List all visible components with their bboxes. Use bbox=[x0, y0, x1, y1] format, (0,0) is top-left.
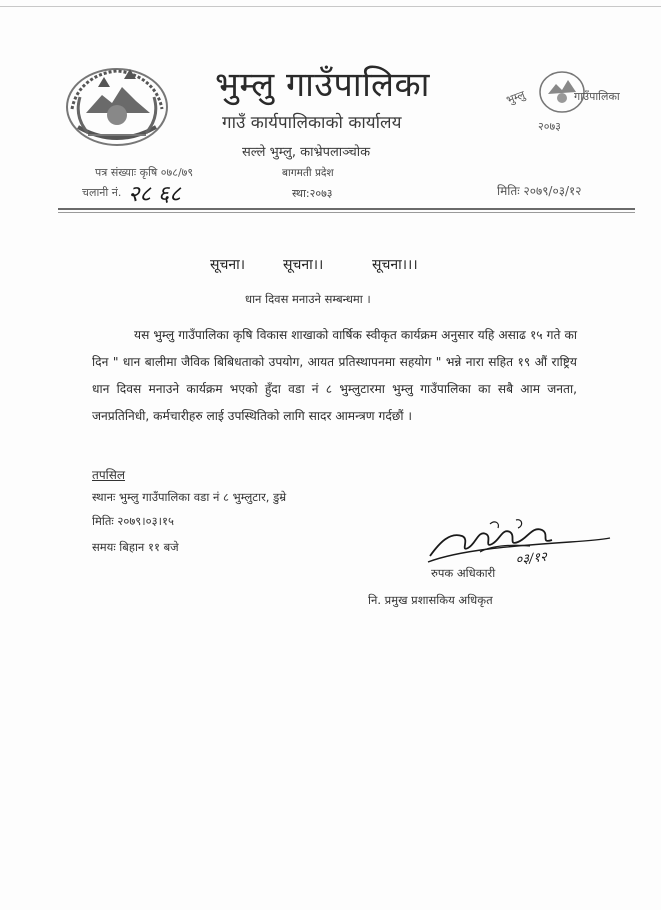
notice-word-2: सूचना।। bbox=[283, 257, 324, 273]
letter-date: मितिः २०७९/०३/१२ bbox=[497, 184, 582, 198]
notice-body: यस भुम्लु गाउँपालिका कृषि विकास शाखाको वार्षिक स्वीकृत कार्यक्रम अनुसार यहि असाढ १५ गते का दिन " धान बालीमा जैविक बिबिधताको उपयोग, आयत प्रतिस्थापनमा सहयोग " भन्ने नारा सहित १९ औं राष्ट्रिय धान दिवस मनाउने कार्यक्रम भएको हुँदा वडा नं ८ भुम्लुटारमा भुम्लु गाउँपालिका का सबै आम जनता, जनप्रतिनिधी, कर्मचारीहरु लाई उपस्थितिको लागि सादर आमन्त्रण गर्दछौं । bbox=[92, 328, 577, 423]
svg-text:०३/१२: ०३/१२ bbox=[514, 549, 548, 568]
dispatch-label: चलानी नं. bbox=[82, 186, 122, 199]
svg-text:२०७३: २०७३ bbox=[538, 120, 561, 133]
details-heading: तपसिल bbox=[92, 468, 126, 482]
notice-word-1: सूचना। bbox=[210, 257, 246, 273]
header-divider-thin bbox=[58, 212, 635, 213]
notice-word-3: सूचना।।। bbox=[372, 257, 418, 273]
nepal-emblem-icon bbox=[58, 57, 176, 153]
header-divider bbox=[58, 208, 635, 210]
letter-number: पत्र संख्याः कृषि ०७८/७९ bbox=[95, 166, 194, 179]
established-year: स्था:२०७३ bbox=[292, 187, 333, 200]
signatory-designation: नि. प्रमुख प्रशासकिय अधिकृत bbox=[368, 593, 493, 607]
signatory-name: रुपक अधिकारी bbox=[431, 566, 496, 580]
scan-edge-line bbox=[0, 6, 661, 7]
dispatch-number: २८ ६८ bbox=[128, 182, 181, 207]
event-time: समयः बिहान ११ बजे bbox=[92, 540, 179, 554]
svg-text:गाउँपालिका: गाउँपालिका bbox=[574, 90, 620, 103]
svg-text:भुम्लु: भुम्लु bbox=[504, 88, 527, 107]
office-name: गाउँ कार्यपालिकाको कार्यालय bbox=[222, 113, 402, 133]
event-date: मितिः २०७९।०३।१५ bbox=[92, 514, 174, 528]
province-name: बागमती प्रदेश bbox=[282, 167, 334, 179]
event-place: स्थानः भुम्लु गाउँपालिका वडा नं ८ भुम्लुटार, डुम्रे bbox=[92, 490, 287, 504]
handwritten-signature-icon bbox=[420, 512, 615, 574]
office-seal-icon bbox=[500, 60, 620, 135]
notice-subject: धान दिवस मनाउने सम्बन्धमा । bbox=[245, 292, 371, 306]
office-address: सल्ले भुम्लु, काभ्रेपलाञ्चोक bbox=[242, 145, 371, 160]
organization-name: भुम्लु गाउँपालिका bbox=[215, 65, 430, 105]
